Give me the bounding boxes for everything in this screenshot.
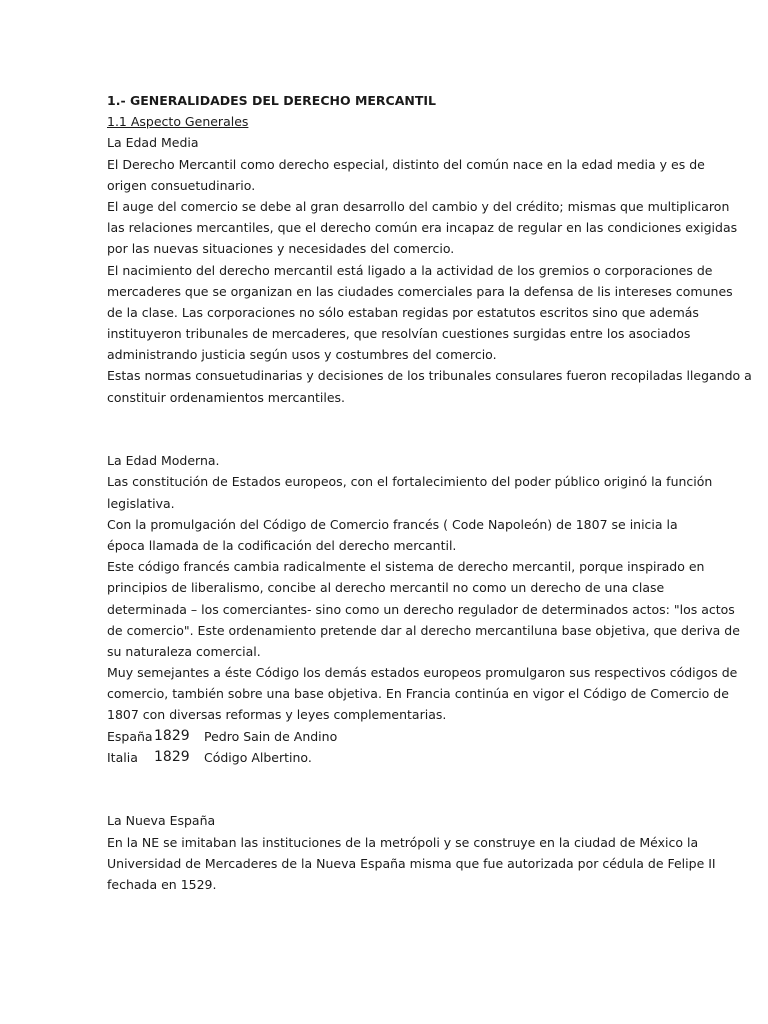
- section-subtitle: 1.1 Aspecto Generales: [107, 114, 249, 130]
- code-year: 1829: [154, 748, 190, 765]
- text-line: determinada – los comerciantes- sino como un derecho regulador de determinados actos: "los actos: [107, 601, 735, 617]
- text-line: constituir ordenamientos mercantiles.: [107, 389, 346, 405]
- text-line: instituyeron tribunales de mercaderes, que resolvían cuestiones surgidas entre los asociados: [107, 326, 691, 342]
- code-year: 1829: [154, 727, 190, 744]
- code-name: Código Albertino.: [204, 749, 312, 765]
- text-line: origen consuetudinario.: [107, 177, 256, 193]
- text-line: su naturaleza comercial.: [107, 643, 261, 659]
- text-line: El nacimiento del derecho mercantil está ligado a la actividad de los gremios o corporaciones de: [107, 262, 713, 278]
- section-gap: [107, 768, 661, 810]
- text-line: legislativa.: [107, 495, 175, 511]
- text-line: Estas normas consuetudinarias y decisiones de los tribunales consulares fueron recopiladas llegando a: [107, 368, 752, 384]
- text-line: principios de liberalismo, concibe al derecho mercantil no como un derecho de una clase: [107, 580, 665, 596]
- section-gap: [107, 408, 661, 450]
- section-heading: La Nueva España: [107, 813, 216, 829]
- text-line: 1807 con diversas reformas y leyes complementarias.: [107, 707, 447, 723]
- text-line: Este código francés cambia radicalmente el sistema de derecho mercantil, porque inspirado en: [107, 559, 705, 575]
- code-country: España: [107, 728, 153, 744]
- section-edad-media: [107, 132, 752, 407]
- code-name: Pedro Sain de Andino: [204, 728, 338, 744]
- text-line: El Derecho Mercantil como derecho especial, distinto del común nace en la edad media y es de: [107, 156, 705, 172]
- document-title: 1.- GENERALIDADES DEL DERECHO MERCANTIL: [107, 93, 436, 108]
- section-heading: La Edad Media: [107, 135, 199, 151]
- text-line: de comercio". Este ordenamiento pretende dar al derecho mercantiluna base objetiva, que deriva de: [107, 622, 740, 638]
- text-line: de la clase. Las corporaciones no sólo estaban regidas por estatutos escritos sino que además: [107, 304, 699, 320]
- text-line: Universidad de Mercaderes de la Nueva España misma que fue autorizada por cédula de Felipe II: [107, 855, 716, 871]
- text-line: fechada en 1529.: [107, 876, 217, 892]
- text-line: En la NE se imitaban las instituciones de la metrópoli y se construye en la ciudad de México la: [107, 834, 699, 850]
- code-row-italia: [107, 747, 661, 768]
- code-country: Italia: [107, 749, 138, 765]
- text-line: Las constitución de Estados europeos, con el fortalecimiento del poder público originó la función: [107, 474, 713, 490]
- text-line: mercaderes que se organizan en las ciudades comerciales para la defensa de lis intereses comunes: [107, 283, 733, 299]
- text-line: comercio, también sobre una base objetiva. En Francia continúa en vigor el Código de Comercio de: [107, 686, 729, 702]
- text-line: época llamada de la codificación del derecho mercantil.: [107, 537, 457, 553]
- text-line: administrando justicia según usos y costumbres del comercio.: [107, 347, 497, 363]
- document-page: [107, 90, 752, 895]
- section-heading: La Edad Moderna.: [107, 453, 220, 469]
- text-line: por las nuevas situaciones y necesidades del comercio.: [107, 241, 455, 257]
- code-row-espana: [107, 726, 661, 747]
- text-line: El auge del comercio se debe al gran desarrollo del cambio y del crédito; mismas que multiplicaron: [107, 198, 730, 214]
- text-line: Con la promulgación del Código de Comercio francés ( Code Napoleón) de 1807 se inicia la: [107, 516, 678, 532]
- section-nueva-espana: [107, 810, 716, 895]
- section-edad-moderna: [107, 450, 740, 768]
- text-line: las relaciones mercantiles, que el derecho común era incapaz de regular en las condiciones exigidas: [107, 220, 738, 236]
- text-line: Muy semejantes a éste Código los demás estados europeos promulgaron sus respectivos códigos de: [107, 665, 738, 681]
